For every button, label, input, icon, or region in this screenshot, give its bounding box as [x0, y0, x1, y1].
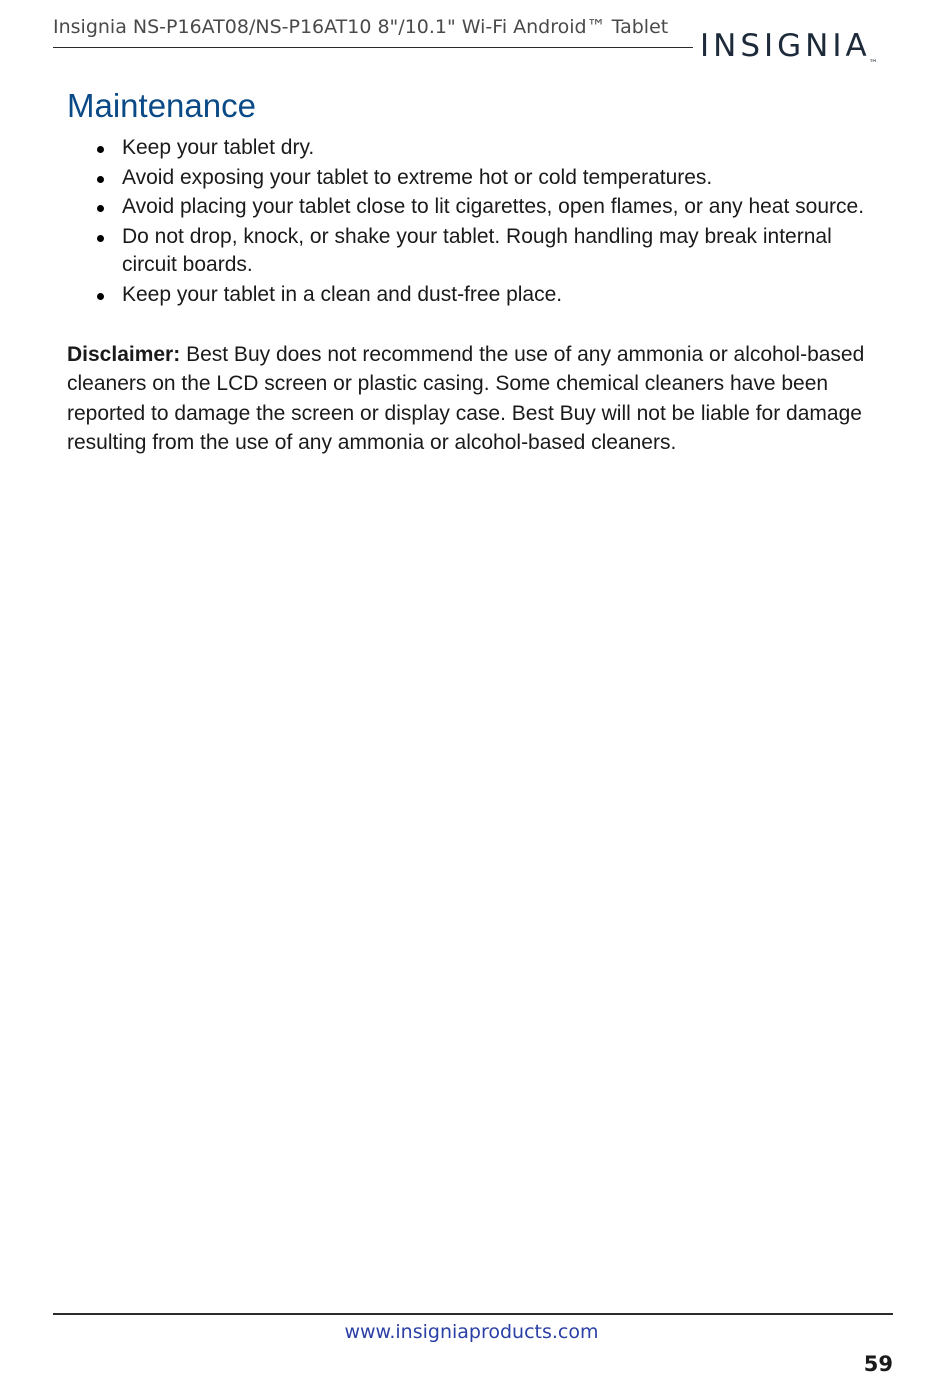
maintenance-bullet-list	[122, 134, 892, 310]
bullet-item	[122, 193, 892, 222]
bullet-text: Do not drop, knock, or shake your tablet. Rough handling may break internal circuit boards.	[122, 224, 832, 276]
bullet-item	[122, 134, 892, 163]
bullet-text: Keep your tablet in a clean and dust-free place.	[122, 282, 563, 306]
bullet-dot-icon	[97, 176, 104, 183]
header-divider	[53, 47, 693, 48]
bullet-dot-icon	[97, 293, 104, 300]
bullet-item	[122, 223, 892, 280]
bullet-item	[122, 164, 892, 193]
disclaimer-text: Best Buy does not recommend the use of any ammonia or alcohol-based cleaners on the LCD screen or plastic casing. Some chemical cleaners have been reported to damage the screen or display case. Best Buy will not be liable for damage resulting from the use of any ammonia or alcohol-based cleaners.	[67, 343, 865, 455]
bullet-text: Avoid placing your tablet close to lit cigarettes, open flames, or any heat source.	[122, 195, 865, 218]
insignia-logo-text: INSIGNIA	[700, 28, 871, 64]
section-heading: Maintenance	[67, 87, 256, 124]
page-number: 59	[863, 1352, 893, 1376]
bullet-item	[122, 281, 892, 310]
trademark-mark: ™	[868, 59, 878, 69]
bullet-text: Avoid exposing your tablet to extreme hot or cold temperatures.	[122, 165, 713, 189]
footer-divider	[53, 1313, 893, 1315]
bullet-dot-icon	[97, 146, 104, 153]
disclaimer-label: Disclaimer:	[67, 343, 181, 366]
bullet-dot-icon	[97, 205, 104, 212]
footer-website-link[interactable]: www.insigniaproducts.com	[344, 1321, 599, 1343]
document-header-title: Insignia NS-P16AT08/NS-P16AT10 8"/10.1" Wi-Fi Android™ Tablet	[53, 16, 669, 38]
disclaimer-paragraph	[67, 340, 897, 458]
bullet-dot-icon	[97, 235, 104, 242]
bullet-text: Keep your tablet dry.	[122, 136, 315, 159]
insignia-logo	[700, 28, 880, 69]
